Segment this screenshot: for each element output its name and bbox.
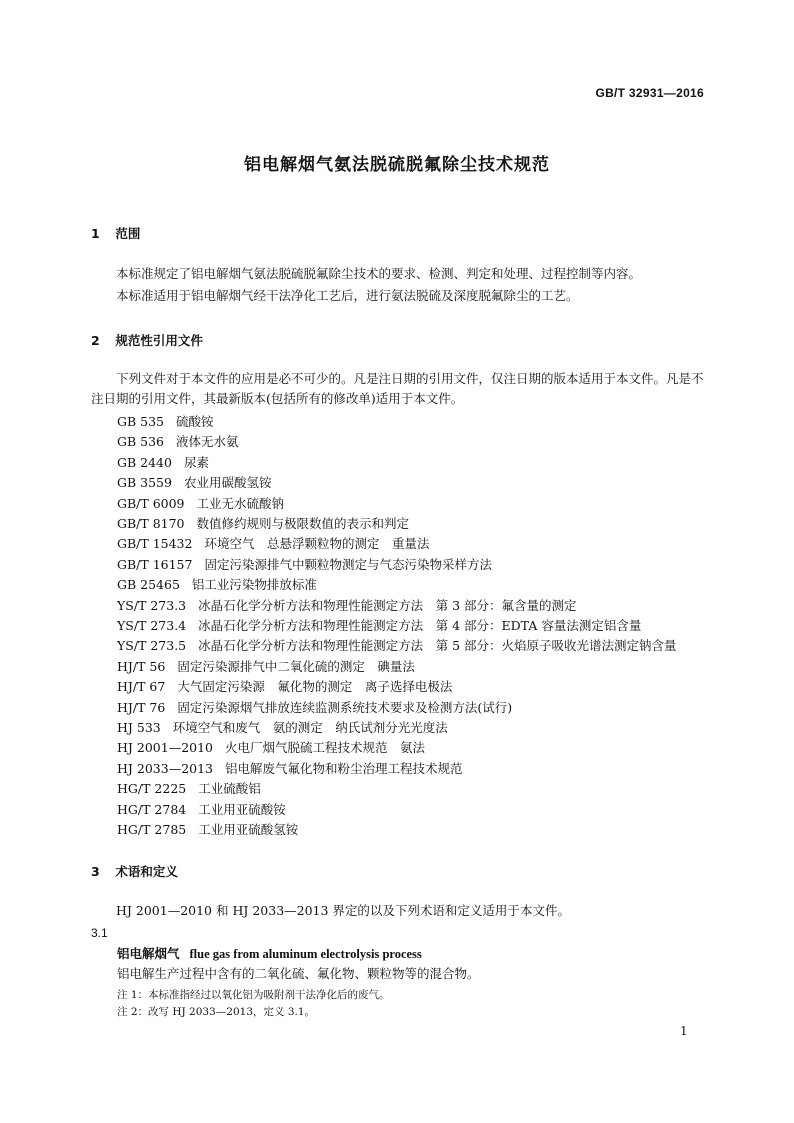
document-title: 铝电解烟气氨法脱硫脱氟除尘技术规范 xyxy=(244,155,550,175)
section-title: 术语和定义 xyxy=(115,864,178,879)
reference-title: 数值修约规则与极限数值的表示和判定 xyxy=(196,516,410,531)
reference-item xyxy=(117,800,286,818)
reference-title: 环境空气和废气 氨的测定 纳氏试剂分光光度法 xyxy=(172,720,448,735)
paragraph: 本标准适用于铝电解烟气经干法净化工艺后，进行氨法脱硫及深度脱氟除尘的工艺。 xyxy=(116,288,579,303)
reference-code: GB 3559 xyxy=(117,475,172,491)
paragraph: 下列文件对于本文件的应用是必不可少的。凡是注日期的引用文件，仅注日期的版本适用于本文件。凡是不注日期的引用文件，其最新版本(包括所有的修改单)适用于本文件。 xyxy=(91,371,704,406)
reference-item xyxy=(117,820,298,838)
term-english: flue gas from aluminum electrolysis process xyxy=(189,947,422,961)
reference-item xyxy=(117,555,492,573)
reference-item xyxy=(117,514,409,532)
reference-item xyxy=(117,473,271,491)
reference-title: 冰晶石化学分析方法和物理性能测定方法 第 3 部分：氟含量的测定 xyxy=(198,597,577,613)
reference-title: 火电厂烟气脱硫工程技术规范 氨法 xyxy=(225,740,426,756)
reference-title: 硫酸铵 xyxy=(176,414,214,429)
reference-item xyxy=(117,494,284,512)
reference-code: GB/T 15432 xyxy=(117,536,193,552)
reference-item xyxy=(117,698,512,716)
term-definition: 铝电解生产过程中含有的二氧化硫、氟化物、颗粒物等的混合物。 xyxy=(117,966,480,981)
reference-code: HJ/T 76 xyxy=(117,699,166,715)
reference-item xyxy=(117,677,452,695)
reference-code: HJ/T 56 xyxy=(117,658,166,674)
term-chinese: 铝电解烟气 xyxy=(117,946,180,961)
reference-title: 工业用亚硫酸氢铵 xyxy=(198,822,299,837)
section-1-heading xyxy=(91,224,140,242)
reference-code: YS/T 273.4 xyxy=(117,618,187,633)
reference-item xyxy=(117,432,239,450)
reference-code: YS/T 273.3 xyxy=(117,597,187,613)
section-3-heading xyxy=(91,862,178,880)
reference-code: HJ 2001—2010 xyxy=(117,740,214,756)
reference-item xyxy=(117,453,209,471)
paragraph: 本标准规定了铝电解烟气氨法脱硫脱氟除尘技术的要求、检测、判定和处理、过程控制等内容。 xyxy=(116,266,642,281)
reference-code: HG/T 2785 xyxy=(117,822,187,837)
note: 注 1：本标准指经过以氧化铝为吸附剂干法净化后的废气。 xyxy=(117,989,390,1001)
note: 注 2：改写 HJ 2033—2013，定义 3.1。 xyxy=(117,1006,316,1018)
section-2-heading xyxy=(91,331,203,349)
reference-item xyxy=(117,616,641,634)
reference-code: HJ 2033—2013 xyxy=(117,760,214,776)
reference-code: GB/T 16157 xyxy=(117,556,193,572)
reference-title: 铝工业污染物排放标准 xyxy=(191,577,317,593)
reference-title: 固定污染源排气中二氧化硫的测定 碘量法 xyxy=(177,658,415,674)
reference-title: 工业硫酸铝 xyxy=(198,781,261,797)
standard-code: GB/T 32931—2016 xyxy=(595,86,704,100)
reference-code: GB/T 6009 xyxy=(117,495,185,511)
reference-item xyxy=(117,412,214,430)
reference-code: HG/T 2225 xyxy=(117,781,187,797)
section-number: 1 xyxy=(91,226,100,241)
reference-title: 农业用碳酸氢铵 xyxy=(183,475,272,491)
reference-code: GB 2440 xyxy=(117,454,172,470)
section-title: 规范性引用文件 xyxy=(115,333,203,348)
reference-item xyxy=(117,657,415,675)
reference-item xyxy=(117,779,261,797)
reference-title: 工业用亚硫酸铵 xyxy=(198,801,286,817)
reference-title: 冰晶石化学分析方法和物理性能测定方法 第 5 部分：火焰原子吸收光谱法测定钠含量 xyxy=(198,638,677,654)
reference-code: GB 25465 xyxy=(117,577,180,593)
reference-title: 铝电解废气氟化物和粉尘治理工程技术规范 xyxy=(225,760,463,776)
section-number: 3 xyxy=(91,864,100,879)
reference-code: HG/T 2784 xyxy=(117,801,187,817)
section-number: 2 xyxy=(91,333,100,348)
reference-item xyxy=(117,636,677,654)
reference-code: GB/T 8170 xyxy=(117,516,185,531)
reference-code: GB 536 xyxy=(117,434,165,450)
section-title: 范围 xyxy=(115,226,141,241)
reference-title: 环境空气 总悬浮颗粒物的测定 重量法 xyxy=(204,536,430,552)
reference-item xyxy=(117,534,429,552)
paragraph: HJ 2001—2010 和 HJ 2033—2013 界定的以及下列术语和定义适用于本文件。 xyxy=(116,903,570,918)
reference-title: 固定污染源烟气排放连续监测系统技术要求及检测方法(试行) xyxy=(177,699,513,715)
reference-code: HJ/T 67 xyxy=(117,679,166,695)
reference-item xyxy=(117,718,448,736)
reference-item xyxy=(117,575,317,593)
reference-title: 大气固定污染源 氟化物的测定 离子选择电极法 xyxy=(177,679,453,695)
term-heading xyxy=(117,944,422,962)
reference-title: 工业无水硫酸钠 xyxy=(196,495,285,511)
reference-item xyxy=(117,596,577,614)
reference-title: 冰晶石化学分析方法和物理性能测定方法 第 4 部分：EDTA 容量法测定铝含量 xyxy=(198,618,642,633)
page-number: 1 xyxy=(680,1024,688,1038)
term-number: 3.1 xyxy=(91,926,108,940)
reference-code: YS/T 273.5 xyxy=(117,638,187,654)
reference-title: 液体无水氨 xyxy=(176,434,239,450)
reference-item xyxy=(117,738,425,756)
reference-code: GB 535 xyxy=(117,414,165,429)
reference-code: HJ 533 xyxy=(117,720,161,735)
reference-title: 尿素 xyxy=(183,454,209,470)
reference-title: 固定污染源排气中颗粒物测定与气态污染物采样方法 xyxy=(204,556,492,572)
reference-item xyxy=(117,759,463,777)
